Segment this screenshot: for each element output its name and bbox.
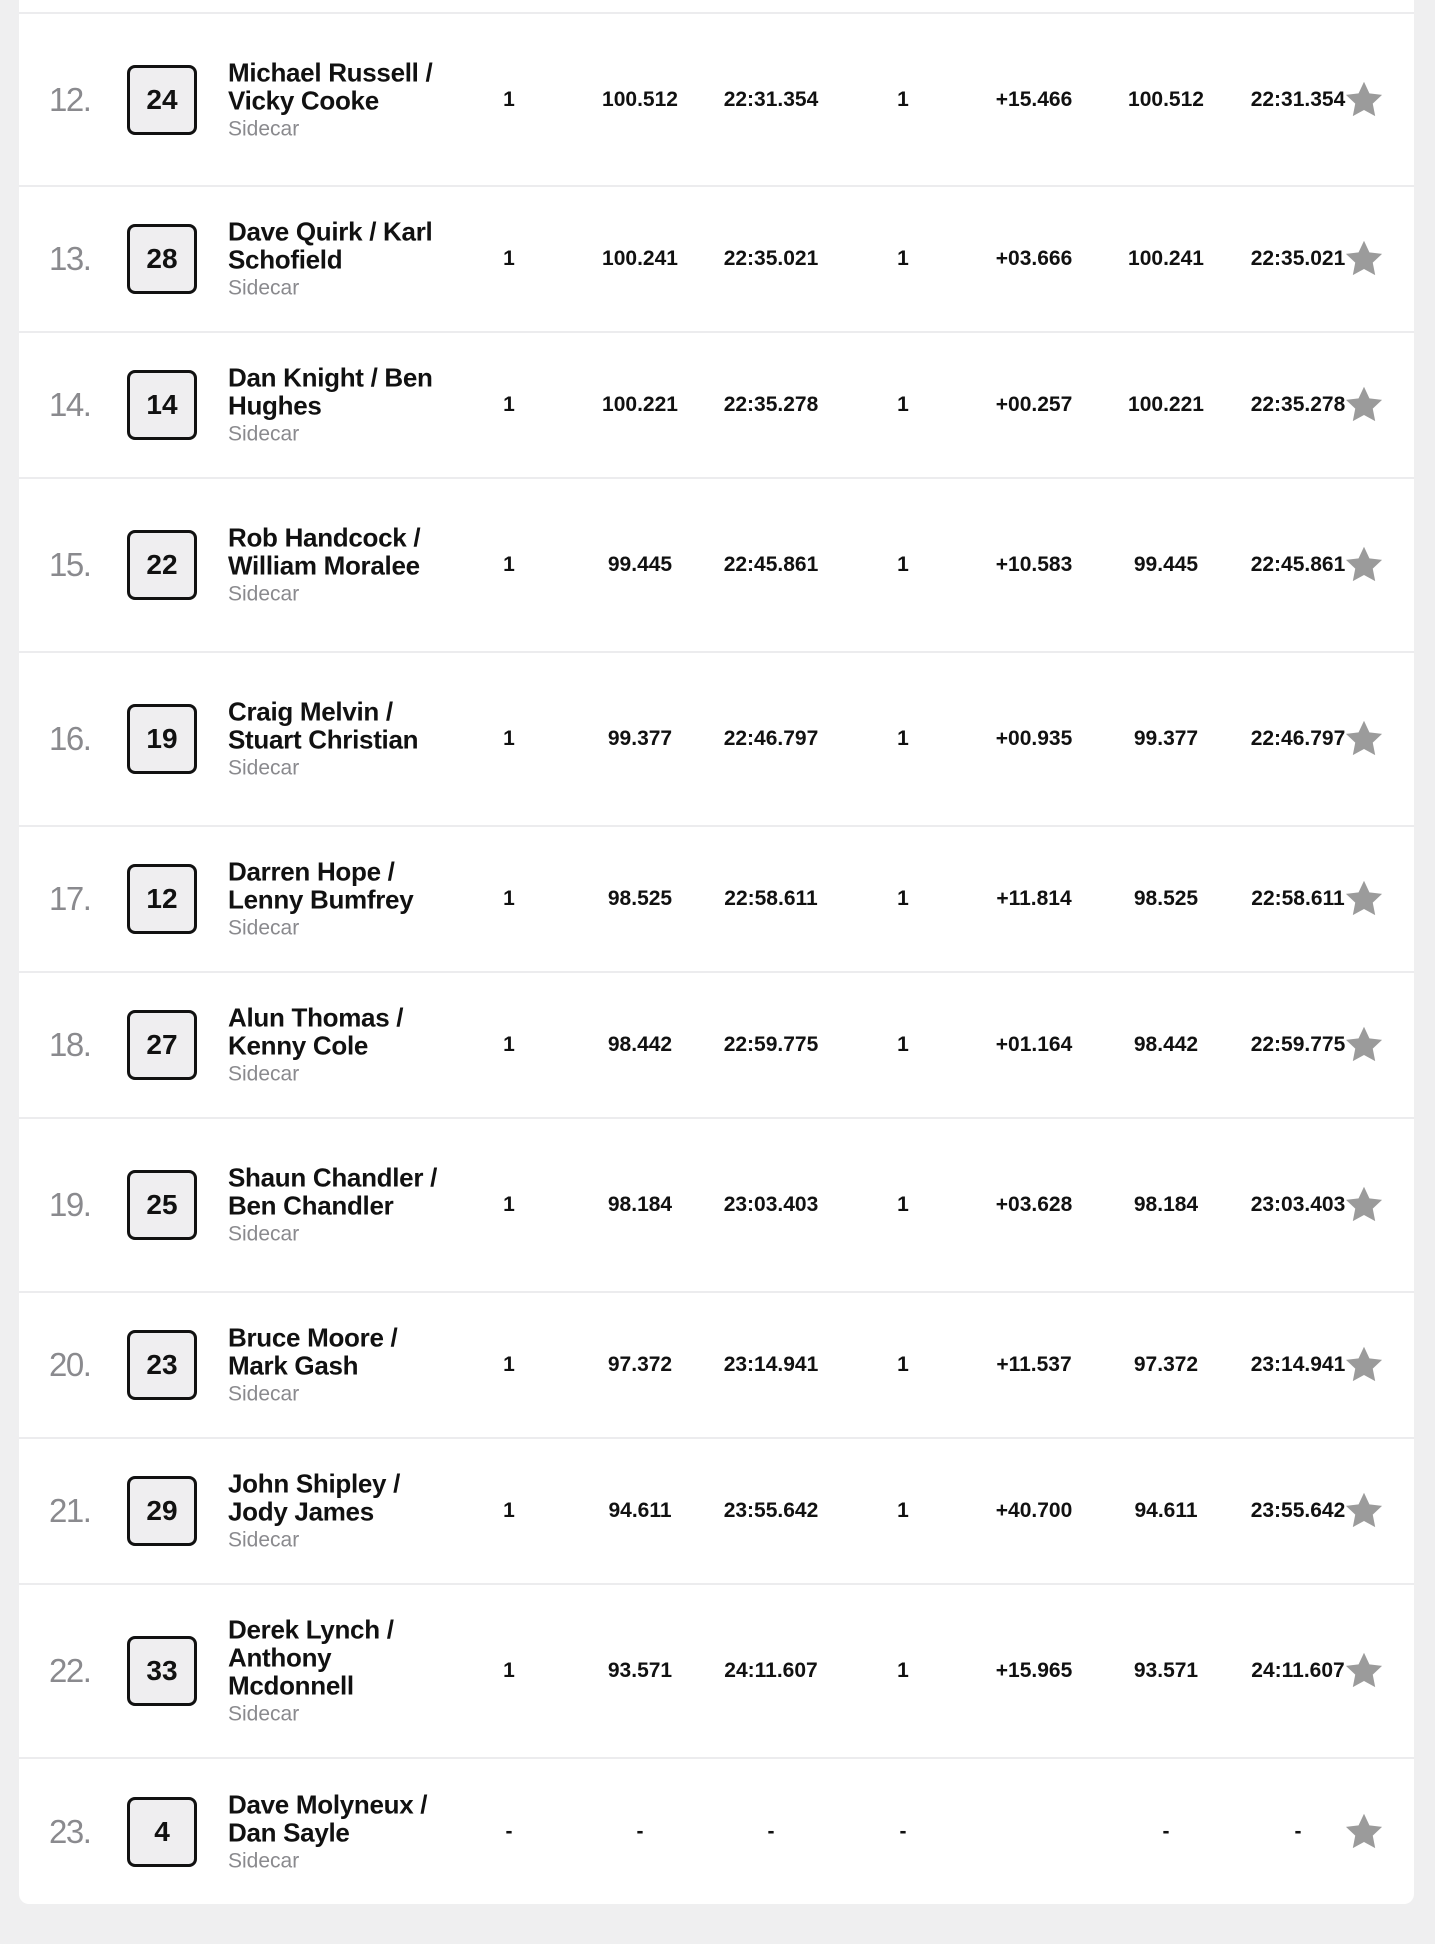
table-row[interactable] bbox=[19, 827, 1414, 973]
race-number-badge bbox=[127, 224, 197, 294]
time-value: 23:55.642 bbox=[723, 1499, 819, 1522]
table-row[interactable] bbox=[19, 1585, 1414, 1759]
position: 19. bbox=[49, 1186, 91, 1223]
table-row[interactable] bbox=[19, 973, 1414, 1119]
position: 17. bbox=[49, 880, 91, 917]
best-lap-value: 1 bbox=[897, 727, 909, 750]
race-number-badge bbox=[127, 864, 197, 934]
best-speed-value: 99.377 bbox=[1133, 727, 1199, 750]
rider-class: Sidecar bbox=[228, 1849, 300, 1872]
star-icon[interactable] bbox=[1343, 1344, 1385, 1386]
best-time-value: 22:45.861 bbox=[1250, 553, 1346, 576]
time-value: 22:31.354 bbox=[723, 87, 819, 111]
best-lap-value: - bbox=[899, 1819, 907, 1843]
position: 14. bbox=[49, 386, 91, 423]
speed-value: 100.512 bbox=[602, 87, 678, 111]
race-number: 12 bbox=[146, 883, 178, 914]
speed-value: 98.184 bbox=[607, 1193, 673, 1216]
race-number: 24 bbox=[146, 83, 178, 115]
rider-info bbox=[228, 1616, 443, 1727]
rider-info bbox=[228, 1324, 443, 1407]
speed-value: - bbox=[636, 1819, 644, 1843]
rider-name[interactable]: Craig Melvin / Stuart Christian bbox=[228, 696, 419, 755]
best-time-value: 22:58.611 bbox=[1251, 887, 1345, 910]
best-time-value: 22:35.278 bbox=[1250, 393, 1346, 416]
rider-class: Sidecar bbox=[228, 582, 300, 606]
star-icon[interactable] bbox=[1343, 79, 1385, 121]
star-icon[interactable] bbox=[1343, 544, 1385, 586]
table-row[interactable] bbox=[19, 653, 1414, 827]
race-number: 14 bbox=[146, 389, 178, 420]
best-lap-value: 1 bbox=[897, 1659, 909, 1682]
rider-class: Sidecar bbox=[228, 1222, 300, 1246]
speed-value: 99.377 bbox=[607, 727, 673, 750]
time-value: 22:59.775 bbox=[723, 1033, 819, 1056]
table-row[interactable] bbox=[19, 14, 1414, 187]
best-speed-value: 98.525 bbox=[1133, 887, 1199, 910]
table-row[interactable] bbox=[19, 1439, 1414, 1585]
time-value: 22:58.611 bbox=[724, 887, 818, 910]
rider-class: Sidecar bbox=[228, 1382, 300, 1406]
rider-class: Sidecar bbox=[228, 1702, 300, 1726]
gap-value: +01.164 bbox=[995, 1033, 1073, 1056]
rider-info bbox=[228, 1164, 443, 1247]
laps-value: 1 bbox=[503, 247, 515, 270]
race-number-badge bbox=[127, 530, 197, 600]
best-speed-value: 100.241 bbox=[1128, 247, 1204, 270]
laps-value: 1 bbox=[503, 393, 515, 416]
gap-value: +15.965 bbox=[995, 1659, 1073, 1682]
speed-value: 100.241 bbox=[602, 247, 678, 270]
speed-value: 93.571 bbox=[607, 1659, 673, 1682]
rider-class: Sidecar bbox=[228, 1062, 300, 1086]
gap-value: +10.583 bbox=[995, 553, 1073, 576]
best-lap-value: 1 bbox=[897, 247, 909, 270]
race-number: 29 bbox=[146, 1495, 178, 1526]
rider-name[interactable]: Bruce Moore / Mark Gash bbox=[228, 1322, 398, 1381]
speed-value: 94.611 bbox=[608, 1499, 672, 1522]
rider-class: Sidecar bbox=[228, 276, 300, 300]
best-lap-value: 1 bbox=[897, 393, 909, 416]
position: 22. bbox=[49, 1652, 91, 1689]
laps-value: 1 bbox=[503, 887, 515, 910]
best-lap-value: 1 bbox=[897, 1499, 909, 1522]
star-icon[interactable] bbox=[1343, 384, 1385, 426]
best-speed-value: 94.611 bbox=[1134, 1499, 1198, 1522]
rider-name[interactable]: Dave Molyneux / Dan Sayle bbox=[228, 1789, 428, 1847]
best-speed-value: 97.372 bbox=[1133, 1353, 1199, 1376]
rider-name[interactable]: Rob Handcock / William Moralee bbox=[228, 522, 421, 581]
laps-value: 1 bbox=[503, 1193, 515, 1216]
best-time-value: - bbox=[1294, 1819, 1302, 1843]
race-number-badge bbox=[127, 1797, 197, 1867]
table-row[interactable] bbox=[19, 333, 1414, 479]
gap-value: +15.466 bbox=[995, 87, 1073, 111]
race-number-badge bbox=[127, 1010, 197, 1080]
time-value: 22:45.861 bbox=[723, 553, 819, 576]
gap-value: +00.935 bbox=[995, 727, 1073, 750]
best-time-value: 23:14.941 bbox=[1250, 1353, 1346, 1376]
rider-name[interactable]: Shaun Chandler / Ben Chandler bbox=[228, 1162, 438, 1221]
best-lap-value: 1 bbox=[897, 553, 909, 576]
time-value: 23:03.403 bbox=[723, 1193, 819, 1216]
rider-name[interactable]: Dan Knight / Ben Hughes bbox=[228, 362, 433, 421]
position: 13. bbox=[49, 240, 91, 277]
position: 16. bbox=[49, 720, 91, 757]
speed-value: 97.372 bbox=[607, 1353, 673, 1376]
gap-value: +03.628 bbox=[995, 1193, 1073, 1216]
rider-info bbox=[228, 858, 443, 941]
best-time-value: 22:59.775 bbox=[1250, 1033, 1346, 1056]
laps-value: 1 bbox=[503, 727, 515, 750]
time-value: 23:14.941 bbox=[723, 1353, 819, 1376]
best-lap-value: 1 bbox=[897, 1193, 909, 1216]
race-number-badge bbox=[127, 1330, 197, 1400]
best-time-value: 22:31.354 bbox=[1250, 87, 1346, 111]
race-number-badge bbox=[127, 1636, 197, 1706]
rider-class: Sidecar bbox=[228, 1528, 300, 1552]
position: 15. bbox=[49, 546, 91, 583]
race-number-badge bbox=[127, 1476, 197, 1546]
table-row[interactable] bbox=[19, 1119, 1414, 1293]
race-number: 27 bbox=[146, 1029, 178, 1060]
laps-value: 1 bbox=[503, 1353, 515, 1376]
laps-value: 1 bbox=[503, 553, 515, 576]
rider-info bbox=[228, 698, 443, 781]
best-time-value: 22:35.021 bbox=[1250, 247, 1346, 270]
race-number-badge bbox=[127, 1170, 197, 1240]
best-time-value: 23:03.403 bbox=[1250, 1193, 1346, 1216]
position: 23. bbox=[49, 1812, 91, 1850]
time-value: 22:35.278 bbox=[723, 393, 819, 416]
speed-value: 100.221 bbox=[602, 393, 678, 416]
rider-info bbox=[228, 58, 443, 141]
gap-value: +11.814 bbox=[996, 887, 1072, 910]
time-value: 24:11.607 bbox=[724, 1659, 818, 1682]
best-speed-value: - bbox=[1162, 1819, 1170, 1843]
race-number: 23 bbox=[146, 1349, 178, 1380]
race-number: 4 bbox=[154, 1815, 170, 1847]
star-icon[interactable] bbox=[1343, 1184, 1385, 1226]
best-speed-value: 93.571 bbox=[1133, 1659, 1199, 1682]
best-lap-value: 1 bbox=[897, 1353, 909, 1376]
table-row[interactable] bbox=[19, 479, 1414, 653]
speed-value: 99.445 bbox=[607, 553, 673, 576]
best-speed-value: 100.221 bbox=[1128, 393, 1204, 416]
rider-class: Sidecar bbox=[228, 756, 300, 780]
rider-name[interactable]: John Shipley / Jody James bbox=[228, 1468, 401, 1527]
position: 20. bbox=[49, 1346, 91, 1383]
rider-info bbox=[228, 218, 443, 301]
table-row[interactable] bbox=[19, 1759, 1414, 1904]
race-number: 33 bbox=[146, 1655, 178, 1686]
race-number-badge bbox=[127, 704, 197, 774]
speed-value: 98.525 bbox=[607, 887, 673, 910]
gap-value: +00.257 bbox=[995, 393, 1073, 416]
best-lap-value: 1 bbox=[897, 887, 909, 910]
race-number: 25 bbox=[146, 1189, 178, 1220]
gap-value: +03.666 bbox=[995, 247, 1073, 270]
position: 21. bbox=[49, 1492, 91, 1529]
time-value: 22:46.797 bbox=[723, 727, 819, 750]
laps-value: 1 bbox=[503, 1659, 515, 1682]
race-number: 19 bbox=[146, 723, 178, 754]
laps-value: 1 bbox=[503, 1033, 515, 1056]
time-value: 22:35.021 bbox=[723, 247, 819, 270]
best-time-value: 22:46.797 bbox=[1250, 727, 1346, 750]
best-speed-value: 98.442 bbox=[1133, 1033, 1199, 1056]
results-card bbox=[19, 0, 1414, 1904]
rider-info bbox=[228, 1004, 443, 1087]
rider-name[interactable]: Alun Thomas / Kenny Cole bbox=[228, 1002, 404, 1061]
star-icon[interactable] bbox=[1343, 1650, 1385, 1692]
rider-info bbox=[228, 1790, 443, 1873]
best-lap-value: 1 bbox=[897, 87, 909, 111]
rider-name[interactable]: Dave Quirk / Karl Schofield bbox=[228, 216, 433, 275]
speed-value: 98.442 bbox=[607, 1033, 673, 1056]
best-speed-value: 99.445 bbox=[1133, 553, 1199, 576]
best-time-value: 24:11.607 bbox=[1251, 1659, 1345, 1682]
rider-info bbox=[228, 524, 443, 607]
best-speed-value: 98.184 bbox=[1133, 1193, 1199, 1216]
race-number: 22 bbox=[146, 549, 178, 580]
time-value: - bbox=[767, 1819, 775, 1843]
best-lap-value: 1 bbox=[897, 1033, 909, 1056]
gap-value: +11.537 bbox=[996, 1353, 1072, 1376]
laps-value: - bbox=[505, 1819, 513, 1843]
best-time-value: 23:55.642 bbox=[1250, 1499, 1346, 1522]
table-row[interactable] bbox=[19, 187, 1414, 333]
table-row[interactable] bbox=[19, 1293, 1414, 1439]
best-speed-value: 100.512 bbox=[1128, 87, 1204, 111]
rider-name[interactable]: Darren Hope / Lenny Bumfrey bbox=[228, 856, 414, 915]
rider-class: Sidecar bbox=[228, 916, 300, 940]
rider-info bbox=[228, 364, 443, 447]
rider-class: Sidecar bbox=[228, 117, 300, 140]
race-number-badge bbox=[127, 65, 197, 135]
star-icon[interactable] bbox=[1343, 1811, 1385, 1853]
race-number-badge bbox=[127, 370, 197, 440]
gap-value: +40.700 bbox=[995, 1499, 1073, 1522]
rider-name[interactable]: Derek Lynch / Anthony Mcdonnell bbox=[228, 1614, 394, 1701]
rider-name[interactable]: Michael Russell / Vicky Cooke bbox=[228, 57, 433, 115]
laps-value: 1 bbox=[503, 1499, 515, 1522]
rider-class: Sidecar bbox=[228, 422, 300, 446]
position: 12. bbox=[49, 80, 91, 118]
race-number: 28 bbox=[146, 243, 178, 274]
star-icon[interactable] bbox=[1343, 1024, 1385, 1066]
star-icon[interactable] bbox=[1343, 718, 1385, 760]
star-icon[interactable] bbox=[1343, 1490, 1385, 1532]
position: 18. bbox=[49, 1026, 91, 1063]
star-icon[interactable] bbox=[1343, 238, 1385, 280]
rider-info bbox=[228, 1470, 443, 1553]
star-icon[interactable] bbox=[1343, 878, 1385, 920]
laps-value: 1 bbox=[503, 87, 515, 111]
